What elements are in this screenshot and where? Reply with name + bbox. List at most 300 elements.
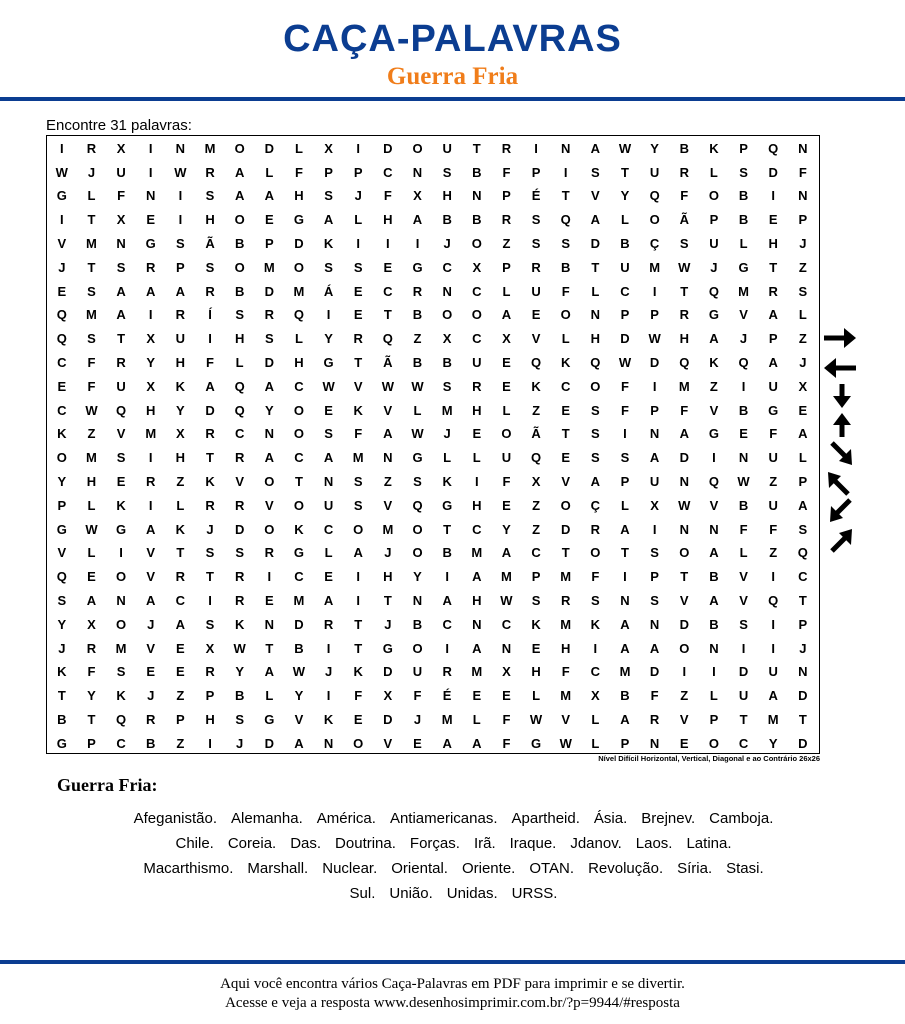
grid-letter: Q <box>590 355 601 371</box>
grid-letter: I <box>652 283 657 299</box>
grid-letter: B <box>709 616 719 632</box>
grid-letter: V <box>561 712 571 728</box>
grid-letter: A <box>472 569 482 585</box>
grid-letter: G <box>412 259 423 275</box>
grid-letter: C <box>798 569 808 585</box>
grid-letter: V <box>146 569 156 585</box>
grid-letter: N <box>323 735 334 751</box>
grid-letter: G <box>412 450 423 466</box>
grid-letter: I <box>534 140 538 156</box>
grid-letter: Y <box>235 664 244 680</box>
grid-letter: N <box>323 474 334 490</box>
grid-letter: D <box>768 164 778 180</box>
word-list-item: Nuclear. <box>322 860 378 877</box>
grid-letter: I <box>267 569 272 585</box>
grid-letter: Q <box>797 545 808 561</box>
grid-row <box>47 565 818 589</box>
grid-letter: R <box>116 355 126 371</box>
grid-letter: M <box>560 616 572 632</box>
grid-letter: B <box>412 355 423 371</box>
grid-letter: O <box>560 497 571 513</box>
grid-letter: Z <box>769 474 778 490</box>
grid-letter: I <box>178 188 183 204</box>
grid-letter: X <box>798 378 808 394</box>
grid-letter: V <box>264 497 274 513</box>
grid-letter: Q <box>768 140 779 156</box>
grid-letter: S <box>235 545 244 561</box>
grid-letter: T <box>621 164 629 180</box>
grid-letter: I <box>356 236 361 252</box>
grid-letter: P <box>324 164 333 180</box>
grid-letter: D <box>205 402 215 418</box>
grid-letter: W <box>648 331 661 347</box>
grid-letter: I <box>148 307 153 323</box>
grid-letter: R <box>205 664 215 680</box>
grid-letter: Ã <box>531 426 541 442</box>
grid-letter: I <box>415 236 420 252</box>
grid-letter: P <box>798 616 808 632</box>
grid-letter: A <box>264 664 274 680</box>
grid-letter: Z <box>176 474 185 490</box>
grid-letter: I <box>178 212 183 228</box>
grid-letter: E <box>57 378 67 394</box>
grid-letter: R <box>205 164 215 180</box>
grid-letter: G <box>293 212 304 228</box>
grid-letter: A <box>442 735 452 751</box>
grid-letter: L <box>621 212 629 228</box>
grid-letter: Y <box>87 688 96 704</box>
grid-letter: S <box>798 521 808 537</box>
grid-letter: V <box>57 236 67 252</box>
grid-letter: O <box>234 140 245 156</box>
grid-letter: A <box>649 450 660 466</box>
grid-letter: I <box>356 593 361 609</box>
grid-letter: R <box>86 640 97 656</box>
grid-letter: Q <box>679 355 690 371</box>
grid-letter: E <box>679 735 689 751</box>
grid-letter: E <box>176 664 185 680</box>
level-note: Nível Difícil Horizontal, Vertical, Diagonal e ao Contrário 26x26 <box>598 754 820 763</box>
grid-row <box>47 660 818 684</box>
grid-letter: X <box>650 497 659 513</box>
grid-letter: O <box>679 545 690 561</box>
grid-letter: R <box>146 259 156 275</box>
word-list-item: OTAN. <box>529 860 575 877</box>
grid-letter: Q <box>560 212 571 228</box>
grid-letter: E <box>176 640 185 656</box>
word-list-item: Laos. <box>635 835 673 852</box>
grid-letter: H <box>294 355 304 371</box>
grid-letter: A <box>590 140 601 156</box>
grid-letter: T <box>354 640 363 656</box>
grid-letter: C <box>294 569 304 585</box>
grid-letter: M <box>738 283 749 299</box>
grid-letter: I <box>712 664 716 680</box>
grid-letter: V <box>709 402 719 418</box>
grid-row <box>47 422 818 446</box>
grid-letter: I <box>741 640 746 656</box>
grid-letter: A <box>116 307 126 323</box>
grid-letter: O <box>116 569 127 585</box>
grid-letter: L <box>176 497 185 513</box>
grid-letter: Z <box>798 259 807 275</box>
grid-letter: Z <box>769 545 778 561</box>
grid-letter: C <box>57 355 67 371</box>
grid-letter: A <box>323 593 334 609</box>
grid-letter: M <box>501 569 512 585</box>
grid-letter: B <box>620 236 630 252</box>
grid-letter: X <box>472 259 482 275</box>
grid-letter: F <box>650 688 659 704</box>
grid-letter: É <box>442 688 452 704</box>
grid-letter: B <box>679 140 689 156</box>
grid-letter: O <box>412 140 423 156</box>
grid-letter: N <box>116 593 126 609</box>
grid-letter: T <box>621 545 629 561</box>
grid-letter: A <box>768 307 778 323</box>
word-list-item: Iraque. <box>509 835 557 852</box>
grid-letter: C <box>531 545 541 561</box>
grid-letter: Q <box>768 593 779 609</box>
grid-letter: I <box>771 640 775 656</box>
grid-letter: N <box>649 735 660 751</box>
word-list-line <box>46 831 861 856</box>
grid-letter: C <box>472 521 482 537</box>
grid-letter: P <box>650 402 659 418</box>
grid-letter: N <box>116 236 126 252</box>
grid-letter: L <box>324 545 333 561</box>
grid-letter: E <box>472 426 482 442</box>
grid-letter: M <box>441 402 453 418</box>
grid-letter: K <box>353 402 363 418</box>
grid-letter: Y <box>768 735 778 751</box>
word-list-line <box>46 856 861 881</box>
grid-letter: W <box>559 735 572 751</box>
word-list-line <box>46 881 861 906</box>
grid-letter: T <box>354 355 363 371</box>
grid-letter: H <box>205 212 215 228</box>
grid-letter: A <box>175 616 186 632</box>
grid-letter: B <box>472 212 482 228</box>
grid-letter: T <box>383 307 392 323</box>
grid-letter: Y <box>413 569 422 585</box>
grid-letter: H <box>294 188 304 204</box>
grid-letter: U <box>472 355 482 371</box>
grid-letter: I <box>652 521 657 537</box>
grid-letter: F <box>798 164 807 180</box>
grid-letter: D <box>649 355 660 371</box>
grid-letter: X <box>87 616 96 632</box>
grid-letter: F <box>502 735 511 751</box>
grid-letter: S <box>442 164 452 180</box>
grid-letter: L <box>798 307 807 323</box>
grid-letter: T <box>739 712 748 728</box>
grid-letter: O <box>353 735 364 751</box>
grid-letter: W <box>678 259 691 275</box>
grid-letter: F <box>591 569 600 585</box>
instruction-text: Encontre 31 palavras: <box>46 117 192 134</box>
word-list <box>46 806 861 906</box>
grid-letter: F <box>354 688 363 704</box>
grid-letter: R <box>590 521 601 537</box>
grid-row <box>47 517 818 541</box>
grid-letter: I <box>771 188 775 204</box>
grid-letter: L <box>532 688 541 704</box>
grid-letter: O <box>293 497 304 513</box>
grid-letter: F <box>769 426 778 442</box>
word-list-item: Stasi. <box>726 860 764 877</box>
grid-letter: S <box>235 712 244 728</box>
grid-letter: Q <box>738 355 749 371</box>
grid-letter: E <box>739 426 748 442</box>
grid-letter: X <box>146 378 156 394</box>
grid-letter: N <box>175 140 186 156</box>
grid-letter: I <box>712 450 716 466</box>
grid-letter: W <box>411 426 424 442</box>
grid-letter: N <box>679 521 689 537</box>
grid-letter: C <box>561 378 571 394</box>
grid-letter: R <box>175 307 186 323</box>
grid-letter: Q <box>412 497 423 513</box>
grid-letter: Í <box>208 307 212 323</box>
grid-letter: F <box>354 426 363 442</box>
grid-row <box>47 232 818 256</box>
grid-letter: S <box>620 450 630 466</box>
grid-letter: G <box>708 307 719 323</box>
grid-letter: B <box>738 188 749 204</box>
grid-letter: D <box>294 236 304 252</box>
grid-letter: L <box>294 331 303 347</box>
grid-letter: W <box>174 164 187 180</box>
grid-letter: S <box>591 402 600 418</box>
grid-letter: I <box>623 426 627 442</box>
grid-letter: T <box>117 331 126 347</box>
grid-letter: I <box>445 569 449 585</box>
grid-letter: D <box>798 688 808 704</box>
grid-letter: G <box>531 735 542 751</box>
grid-letter: X <box>502 331 511 347</box>
arrow-down-icon <box>822 383 858 409</box>
grid-row <box>47 589 818 613</box>
grid-letter: J <box>354 188 362 204</box>
grid-letter: S <box>116 664 126 680</box>
grid-letter: V <box>57 545 67 561</box>
grid-letter: E <box>768 212 778 228</box>
grid-letter: L <box>235 355 244 371</box>
grid-letter: K <box>709 140 719 156</box>
grid-letter: Q <box>382 331 393 347</box>
grid-letter: N <box>383 450 393 466</box>
grid-letter: B <box>412 616 423 632</box>
grid-letter: L <box>591 735 600 751</box>
grid-letter: E <box>502 378 511 394</box>
footer-line-1: Aqui você encontra vários Caça-Palavras em PDF para imprimir e se divertir. <box>220 976 685 992</box>
grid-letter: L <box>87 545 96 561</box>
grid-letter: W <box>737 474 750 490</box>
grid-letter: B <box>234 283 245 299</box>
grid-letter: P <box>87 735 96 751</box>
word-list-item: Jdanov. <box>570 835 622 852</box>
word-list-item: Latina. <box>686 835 732 852</box>
grid-letter: V <box>591 188 600 204</box>
grid-letter: P <box>531 569 541 585</box>
grid-letter: U <box>116 378 126 394</box>
grid-letter: N <box>472 188 482 204</box>
grid-letter: H <box>383 569 393 585</box>
grid-letter: D <box>561 521 571 537</box>
grid-letter: G <box>768 402 779 418</box>
grid-letter: B <box>234 688 245 704</box>
word-list-item: Síria. <box>677 860 713 877</box>
grid-row <box>47 684 818 708</box>
grid-letter: S <box>798 283 808 299</box>
grid-letter: Z <box>176 735 185 751</box>
grid-letter: A <box>264 450 274 466</box>
grid-letter: E <box>146 212 156 228</box>
word-list-item: Alemanha. <box>231 810 303 827</box>
grid-letter: K <box>590 616 601 632</box>
grid-letter: G <box>708 426 719 442</box>
grid-letter: S <box>650 593 659 609</box>
grid-letter: V <box>739 593 748 609</box>
grid-letter: R <box>353 331 363 347</box>
grid-letter: R <box>175 569 186 585</box>
grid-letter: D <box>383 712 393 728</box>
grid-letter: N <box>649 616 660 632</box>
grid-letter: Y <box>176 402 185 418</box>
grid-letter: W <box>618 355 632 371</box>
grid-letter: Z <box>383 474 392 490</box>
word-list-item: Camboja. <box>709 810 774 827</box>
grid-letter: Ç <box>590 497 601 513</box>
grid-letter: I <box>356 140 361 156</box>
grid-letter: V <box>146 545 156 561</box>
grid-letter: A <box>798 426 808 442</box>
grid-letter: X <box>176 426 185 442</box>
grid-letter: F <box>87 378 96 394</box>
grid-letter: S <box>650 545 659 561</box>
grid-letter: K <box>57 664 67 680</box>
grid-letter: U <box>116 164 126 180</box>
grid-letter: I <box>682 664 687 680</box>
grid-letter: K <box>442 474 452 490</box>
grid-letter: G <box>738 259 749 275</box>
grid-letter: T <box>206 450 214 466</box>
grid-letter: D <box>264 140 274 156</box>
grid-letter: U <box>768 664 778 680</box>
grid-letter: A <box>412 212 423 228</box>
grid-letter: S <box>353 259 363 275</box>
grid-letter: G <box>145 236 156 252</box>
grid-row <box>47 160 818 184</box>
grid-letter: I <box>741 378 746 394</box>
grid-letter: B <box>738 212 749 228</box>
grid-letter: B <box>442 212 452 228</box>
grid-letter: N <box>709 640 719 656</box>
grid-letter: S <box>531 593 541 609</box>
grid-letter: N <box>738 450 749 466</box>
word-list-item: Macarthismo. <box>143 860 234 877</box>
grid-letter: E <box>57 283 67 299</box>
word-list-item: Antiamericanas. <box>389 810 498 827</box>
grid-letter: M <box>86 450 97 466</box>
grid-letter: S <box>87 283 96 299</box>
grid-letter: L <box>472 712 481 728</box>
grid-letter: V <box>679 712 689 728</box>
grid-row <box>47 732 818 756</box>
grid-letter: B <box>738 402 749 418</box>
grid-letter: N <box>561 140 571 156</box>
grid-letter: Y <box>620 188 630 204</box>
grid-letter: J <box>147 616 155 632</box>
grid-letter: D <box>234 521 245 537</box>
grid-letter: B <box>146 735 156 751</box>
word-list-line <box>46 806 861 831</box>
grid-letter: E <box>353 712 363 728</box>
grid-letter: O <box>116 616 127 632</box>
arrow-up-right-icon <box>822 527 858 553</box>
grid-letter: S <box>591 426 600 442</box>
grid-letter: I <box>593 640 598 656</box>
grid-letter: E <box>413 735 422 751</box>
word-list-item: Doutrina. <box>335 835 396 852</box>
grid-letter: W <box>529 712 543 728</box>
grid-letter: C <box>472 331 482 347</box>
grid-letter: V <box>561 474 571 490</box>
grid-letter: B <box>442 545 452 561</box>
grid-letter: J <box>384 545 392 561</box>
grid-letter: Y <box>264 402 274 418</box>
grid-letter: G <box>323 355 334 371</box>
grid-letter: E <box>146 664 156 680</box>
grid-letter: I <box>148 497 153 513</box>
grid-letter: F <box>383 188 392 204</box>
grid-letter: S <box>116 450 126 466</box>
grid-letter: M <box>293 283 305 299</box>
grid-letter: W <box>618 140 632 156</box>
grid-letter: B <box>620 688 630 704</box>
grid-letter: M <box>619 664 631 680</box>
grid-letter: U <box>323 497 334 513</box>
grid-letter: E <box>561 450 571 466</box>
grid-letter: Y <box>502 521 511 537</box>
grid-letter: N <box>798 664 808 680</box>
word-list-item: América. <box>316 810 376 827</box>
grid-letter: N <box>679 474 689 490</box>
grid-letter: B <box>412 307 423 323</box>
page-subtitle: Guerra Fria <box>386 63 519 90</box>
grid-letter: A <box>472 735 482 751</box>
grid-letter: C <box>738 735 749 751</box>
grid-letter: A <box>383 426 393 442</box>
grid-letter: M <box>293 593 305 609</box>
grid-letter: L <box>265 164 274 180</box>
grid-letter: S <box>442 378 452 394</box>
grid-letter: A <box>709 593 719 609</box>
grid-letter: K <box>57 426 67 442</box>
grid-letter: T <box>294 474 303 490</box>
grid-letter: A <box>798 497 808 513</box>
grid-letter: K <box>323 712 334 728</box>
grid-letter: Q <box>234 378 245 394</box>
grid-letter: Z <box>176 688 185 704</box>
grid-letter: H <box>768 236 778 252</box>
grid-letter: L <box>265 688 274 704</box>
grid-letter: H <box>234 331 245 347</box>
grid-letter: R <box>205 283 215 299</box>
grid-letter: T <box>443 521 452 537</box>
grid-letter: P <box>620 474 630 490</box>
